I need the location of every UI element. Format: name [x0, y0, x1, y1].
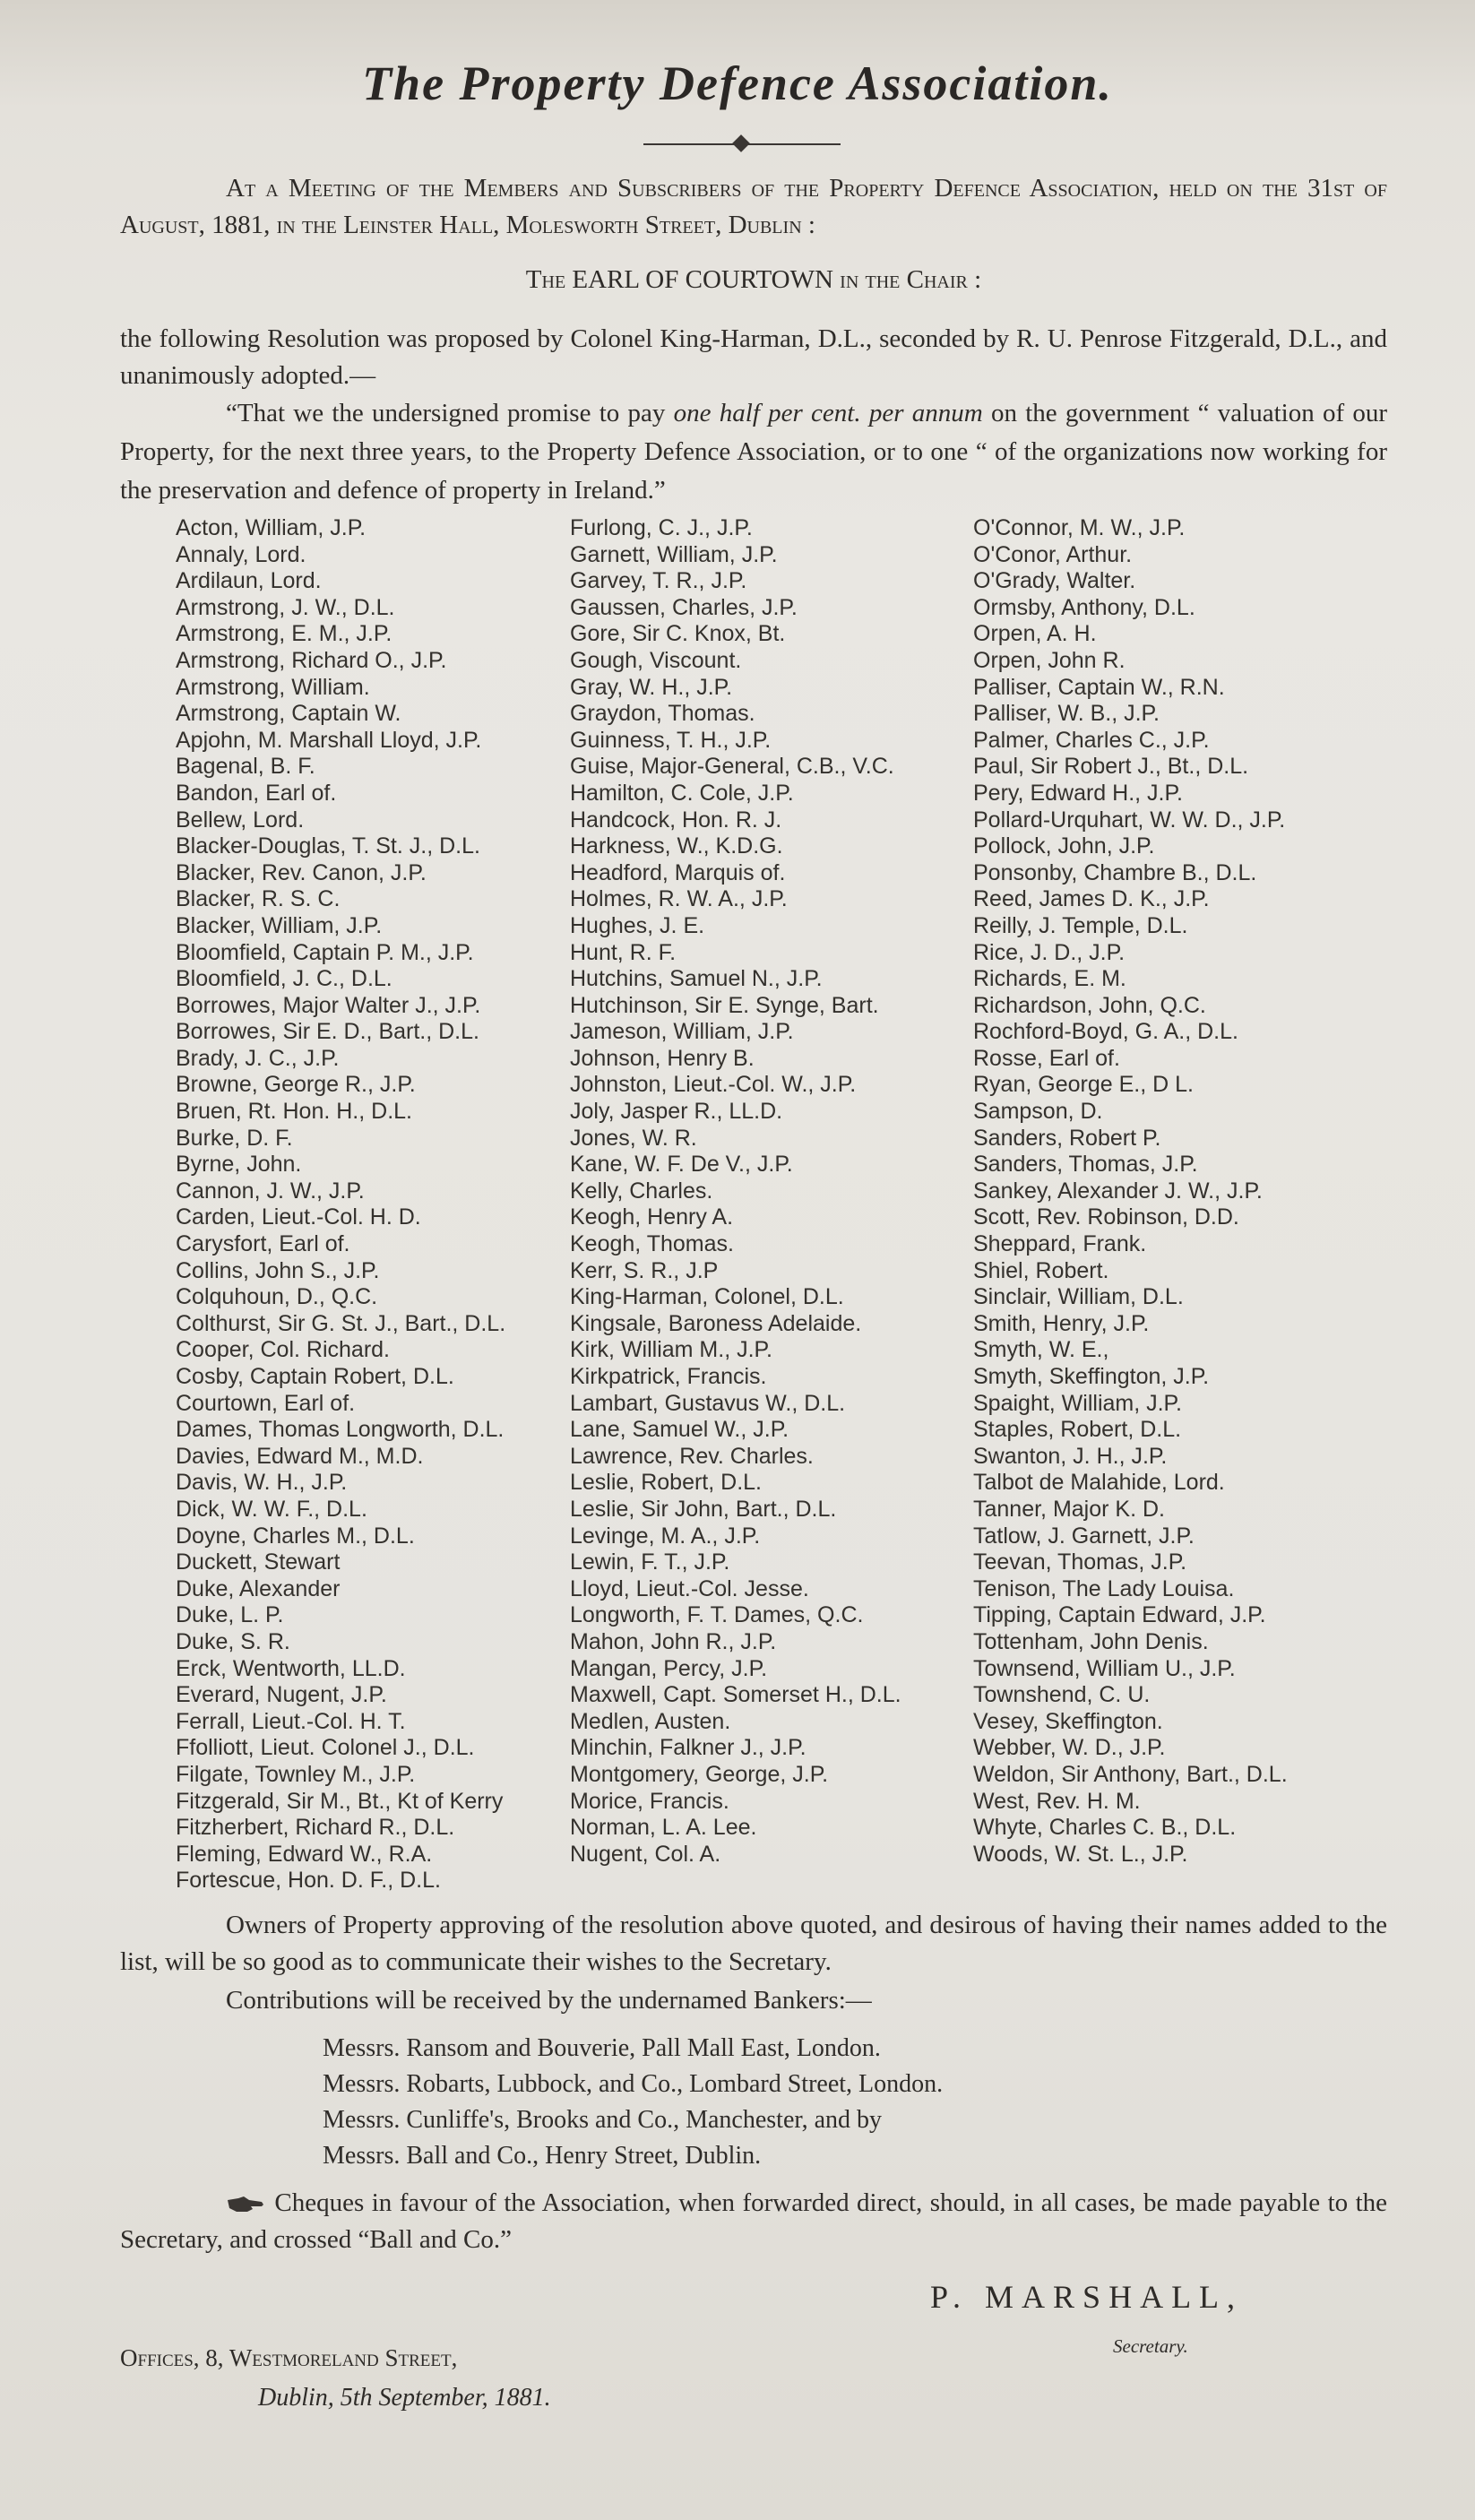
signatory-name: Tatlow, J. Garnett, J.P.: [973, 1523, 1195, 1549]
signatory-name: Blacker, William, J.P.: [176, 912, 383, 938]
signatory-name: Ffolliott, Lieut. Colonel J., D.L.: [176, 1735, 475, 1761]
signatory-name: Bellew, Lord.: [176, 807, 305, 833]
signatory-name: Pollard-Urquhart, W. W. D., J.P.: [973, 807, 1286, 833]
signatory-name: Tanner, Major K. D.: [973, 1496, 1165, 1522]
signatory-name: Bloomfield, J. C., D.L.: [176, 966, 392, 992]
signatory-name: Hutchins, Samuel N., J.P.: [570, 966, 823, 992]
signatory-name: Everard, Nugent, J.P.: [176, 1682, 387, 1708]
signatory-name: Burke, D. F.: [176, 1125, 293, 1151]
signatory-name: King-Harman, Colonel, D.L.: [570, 1284, 844, 1310]
signatory-name: Hughes, J. E.: [570, 912, 705, 938]
signatory-name: Blacker, R. S. C.: [176, 886, 341, 912]
signatories-column-2: [570, 515, 901, 1868]
signatory-name: Holmes, R. W. A., J.P.: [570, 886, 788, 912]
signatory-name: Erck, Wentworth, LL.D.: [176, 1655, 406, 1681]
signatory-name: O'Connor, M. W., J.P.: [973, 515, 1186, 540]
signatory-name: Headford, Marquis of.: [570, 859, 786, 885]
signatory-name: Kirkpatrick, Francis.: [570, 1364, 767, 1389]
signatory-name: Johnston, Lieut.-Col. W., J.P.: [570, 1072, 857, 1098]
signatory-name: Hamilton, C. Cole, J.P.: [570, 780, 794, 806]
signatory-name: Leslie, Sir John, Bart., D.L.: [570, 1496, 837, 1522]
signatory-name: Colthurst, Sir G. St. J., Bart., D.L.: [176, 1310, 506, 1336]
signatory-name: Gaussen, Charles, J.P.: [570, 594, 798, 620]
divider-ornament: [732, 134, 750, 152]
signatory-name: Courtown, Earl of.: [176, 1390, 356, 1416]
signatory-name: Harkness, W., K.D.G.: [570, 833, 783, 859]
signatory-name: Duke, Alexander: [176, 1575, 341, 1601]
signatory-name: Jones, W. R.: [570, 1125, 697, 1151]
signatory-name: Mahon, John R., J.P.: [570, 1628, 777, 1654]
signatory-name: Kirk, William M., J.P.: [570, 1337, 772, 1363]
banker-1: Messrs. Ransom and Bouverie, Pall Mall East, London.: [323, 2034, 881, 2062]
signatory-name: Armstrong, Captain W.: [176, 701, 401, 727]
signatory-name: Ponsonby, Chambre B., D.L.: [973, 859, 1257, 885]
signatory-name: Sankey, Alexander J. W., J.P.: [973, 1178, 1263, 1204]
signatory-name: Smith, Henry, J.P.: [973, 1310, 1150, 1336]
proposal-text: the following Resolution was proposed by Colonel King-Harman, D.L., seconded by R. U. Penrose Fitzgerald, D.L., and unanimously adopted.—: [120, 324, 1387, 390]
cheques-note: [120, 2185, 1387, 2258]
signatory-name: Joly, Jasper R., LL.D.: [570, 1099, 783, 1125]
signatory-name: Sampson, D.: [973, 1099, 1103, 1125]
signatory-name: Sanders, Robert P.: [973, 1125, 1161, 1151]
signatory-name: Bloomfield, Captain P. M., J.P.: [176, 939, 474, 965]
signatory-name: Webber, W. D., J.P.: [973, 1735, 1166, 1761]
signatory-name: Garnett, William, J.P.: [570, 541, 778, 567]
signatory-name: Filgate, Townley M., J.P.: [176, 1761, 416, 1787]
signatory-name: Keogh, Henry A.: [570, 1204, 734, 1230]
signatory-name: Kerr, S. R., J.P: [570, 1257, 719, 1283]
signatory-name: Townshend, C. U.: [973, 1682, 1151, 1708]
cheques-text: Cheques in favour of the Association, when forwarded direct, should, in all cases, be made payable to the Secretary, and crossed “Ball and Co.”: [120, 2188, 1387, 2254]
signatory-name: Furlong, C. J., J.P.: [570, 515, 753, 540]
signatory-name: Reilly, J. Temple, D.L.: [973, 912, 1188, 938]
signatory-name: Byrne, John.: [176, 1152, 302, 1178]
resolution-part-a: “That we the undersigned promise to pay: [226, 399, 674, 427]
signatory-name: Pollock, John, J.P.: [973, 833, 1155, 859]
signatory-name: Guinness, T. H., J.P.: [570, 727, 772, 753]
signatories-column-1: [176, 515, 505, 1894]
signatory-name: Tottenham, John Denis.: [973, 1628, 1209, 1654]
signatory-name: Kelly, Charles.: [570, 1178, 713, 1204]
signatory-name: Jameson, William, J.P.: [570, 1019, 794, 1045]
signatory-name: Scott, Rev. Robinson, D.D.: [973, 1204, 1239, 1230]
signatory-name: Doyne, Charles M., D.L.: [176, 1523, 415, 1549]
signatory-name: Smyth, W. E.,: [973, 1337, 1109, 1363]
signatory-name: Norman, L. A. Lee.: [570, 1815, 757, 1841]
owners-note: Owners of Property approving of the resolution above quoted, and desirous of having their names added to the list, will be so good as to communicate their wishes to the Secretary.: [120, 1911, 1387, 1976]
signatory-name: Johnson, Henry B.: [570, 1045, 755, 1071]
signatory-name: Armstrong, Richard O., J.P.: [176, 647, 447, 673]
signatory-name: Gore, Sir C. Knox, Bt.: [570, 621, 786, 647]
signatory-name: Gray, W. H., J.P.: [570, 674, 733, 700]
signatory-name: Nugent, Col. A.: [570, 1841, 721, 1867]
signatory-name: Handcock, Hon. R. J.: [570, 807, 782, 833]
signatory-name: Townsend, William U., J.P.: [973, 1655, 1236, 1681]
signatory-name: Armstrong, William.: [176, 674, 370, 700]
banker-3: Messrs. Cunliffe's, Brooks and Co., Manchester, and by: [323, 2106, 882, 2134]
signatory-name: Acton, William, J.P.: [176, 515, 367, 540]
signatory-name: Blacker-Douglas, T. St. J., D.L.: [176, 833, 480, 859]
signatory-name: Palliser, W. B., J.P.: [973, 701, 1160, 727]
signatory-name: Brady, J. C., J.P.: [176, 1045, 340, 1071]
banker-2: Messrs. Robarts, Lubbock, and Co., Lombard Street, London.: [323, 2070, 944, 2098]
signatory-name: Fitzherbert, Richard R., D.L.: [176, 1815, 455, 1841]
signatory-name: Vesey, Skeffington.: [973, 1708, 1163, 1734]
signatory-name: Apjohn, M. Marshall Lloyd, J.P.: [176, 727, 482, 753]
signatory-name: Blacker, Rev. Canon, J.P.: [176, 859, 427, 885]
signatory-name: Duke, S. R.: [176, 1628, 290, 1654]
signatory-name: Smyth, Skeffington, J.P.: [973, 1364, 1210, 1389]
signatory-name: Guise, Major-General, C.B., V.C.: [570, 754, 894, 780]
signatory-name: Davies, Edward M., M.D.: [176, 1443, 424, 1469]
signatory-name: Morice, Francis.: [570, 1788, 729, 1814]
signatory-name: Ferrall, Lieut.-Col. H. T.: [176, 1708, 406, 1734]
signatory-name: Swanton, J. H., J.P.: [973, 1443, 1168, 1469]
signatory-name: Ormsby, Anthony, D.L.: [973, 594, 1195, 620]
signatory-name: Pery, Edward H., J.P.: [973, 780, 1183, 806]
signatory-name: Annaly, Lord.: [176, 541, 306, 567]
signatory-name: Duke, L. P.: [176, 1602, 284, 1628]
signatory-name: Browne, George R., J.P.: [176, 1072, 416, 1098]
signatory-name: Ardilaun, Lord.: [176, 568, 322, 594]
signatory-name: Davis, W. H., J.P.: [176, 1470, 348, 1496]
signatory-name: Minchin, Falkner J., J.P.: [570, 1735, 807, 1761]
document-title: The Property Defence Association.: [362, 56, 1113, 110]
signatory-name: Lawrence, Rev. Charles.: [570, 1443, 814, 1469]
signatory-name: Dick, W. W. F., D.L.: [176, 1496, 367, 1522]
signatory-name: Lambart, Gustavus W., D.L.: [570, 1390, 846, 1416]
signatory-name: Rochford-Boyd, G. A., D.L.: [973, 1019, 1238, 1045]
signatory-name: Armstrong, J. W., D.L.: [176, 594, 395, 620]
signatory-name: Sheppard, Frank.: [973, 1231, 1147, 1257]
signatory-name: Leslie, Robert, D.L.: [570, 1470, 762, 1496]
signatory-name: Tenison, The Lady Louisa.: [973, 1575, 1235, 1601]
signatory-name: Cosby, Captain Robert, D.L.: [176, 1364, 454, 1389]
secretary-title: Secretary.: [1113, 2335, 1188, 2357]
signatory-name: Fitzgerald, Sir M., Bt., Kt of Kerry: [176, 1788, 504, 1814]
signatory-name: Staples, Robert, D.L.: [973, 1417, 1182, 1443]
resolution-text: [120, 394, 1387, 510]
signatory-name: Kingsale, Baroness Adelaide.: [570, 1310, 862, 1336]
signatory-name: Armstrong, E. M., J.P.: [176, 621, 392, 647]
document-date: Dublin, 5th September, 1881.: [258, 2384, 551, 2412]
signatory-name: Woods, W. St. L., J.P.: [973, 1841, 1188, 1867]
signatory-name: Cooper, Col. Richard.: [176, 1337, 391, 1363]
signatory-name: Longworth, F. T. Dames, Q.C.: [570, 1602, 864, 1628]
signatory-name: Rice, J. D., J.P.: [973, 939, 1126, 965]
chair-line: The EARL OF COURTOWN in the Chair :: [525, 265, 982, 294]
banker-4: Messrs. Ball and Co., Henry Street, Dublin.: [323, 2142, 762, 2170]
signatory-name: Graydon, Thomas.: [570, 701, 755, 727]
signatory-name: Paul, Sir Robert J., Bt., D.L.: [973, 754, 1249, 780]
signatory-name: Sinclair, William, D.L.: [973, 1284, 1184, 1310]
signatory-name: Ryan, George E., D L.: [973, 1072, 1194, 1098]
signatory-name: Medlen, Austen.: [570, 1708, 731, 1734]
signatory-name: Palliser, Captain W., R.N.: [973, 674, 1225, 700]
signatory-name: Richardson, John, Q.C.: [973, 992, 1206, 1018]
resolution-emphasis: one half per cent. per annum: [673, 399, 983, 427]
signatory-name: Orpen, A. H.: [973, 621, 1097, 647]
signatory-name: Bagenal, B. F.: [176, 754, 315, 780]
signatory-name: Talbot de Malahide, Lord.: [973, 1470, 1225, 1496]
secretary-signature: P. MARSHALL,: [930, 2279, 1244, 2315]
signatory-name: O'Conor, Arthur.: [973, 541, 1133, 567]
signatory-name: Reed, James D. K., J.P.: [973, 886, 1210, 912]
signatory-name: Bruen, Rt. Hon. H., D.L.: [176, 1099, 412, 1125]
signatory-name: Colquhoun, D., Q.C.: [176, 1284, 378, 1310]
signatory-name: Shiel, Robert.: [973, 1257, 1109, 1283]
signatory-name: West, Rev. H. M.: [973, 1788, 1141, 1814]
offices-address: Offices, 8, Westmoreland Street,: [120, 2344, 458, 2371]
signatory-name: Whyte, Charles C. B., D.L.: [973, 1815, 1237, 1841]
signatory-name: Lewin, F. T., J.P.: [570, 1549, 730, 1575]
signatory-name: Lloyd, Lieut.-Col. Jesse.: [570, 1575, 809, 1601]
signatory-name: Richards, E. M.: [973, 966, 1126, 992]
contributions-note: Contributions will be received by the undernamed Bankers:—: [226, 1986, 872, 2015]
signatory-name: Garvey, T. R., J.P.: [570, 568, 747, 594]
signatory-name: Keogh, Thomas.: [570, 1231, 734, 1257]
signatory-name: Collins, John S., J.P.: [176, 1257, 380, 1283]
signatory-name: Fleming, Edward W., R.A.: [176, 1841, 433, 1867]
signatory-name: O'Grady, Walter.: [973, 568, 1136, 594]
signatory-name: Borrowes, Sir E. D., Bart., D.L.: [176, 1019, 479, 1045]
signatory-name: Teevan, Thomas, J.P.: [973, 1549, 1187, 1575]
resolution-part-b: on the government “ valuation of our Property, for the next three years, to the Property Defence Association, or to one “ of the organizations now working for the preservation and defence of property in Ireland.”: [120, 399, 1388, 505]
signatory-name: Montgomery, George, J.P.: [570, 1761, 829, 1787]
signatory-name: Hunt, R. F.: [570, 939, 677, 965]
signatories-column-3: [973, 515, 1288, 1868]
signatory-name: Palmer, Charles C., J.P.: [973, 727, 1210, 753]
signatory-name: Hutchinson, Sir E. Synge, Bart.: [570, 992, 879, 1018]
signatory-name: Carysfort, Earl of.: [176, 1231, 350, 1257]
pointing-hand-icon: [226, 2195, 267, 2214]
signatory-name: Orpen, John R.: [973, 647, 1126, 673]
signatory-name: Tipping, Captain Edward, J.P.: [973, 1602, 1266, 1628]
signatory-name: Bandon, Earl of.: [176, 780, 337, 806]
signatory-name: Duckett, Stewart: [176, 1549, 341, 1575]
signatory-name: Levinge, M. A., J.P.: [570, 1523, 761, 1549]
signatory-name: Sanders, Thomas, J.P.: [973, 1152, 1198, 1178]
signatory-name: Fortescue, Hon. D. F., D.L.: [176, 1868, 441, 1894]
signatory-name: Kane, W. F. De V., J.P.: [570, 1152, 793, 1178]
signatory-name: Weldon, Sir Anthony, Bart., D.L.: [973, 1761, 1288, 1787]
signatory-name: Carden, Lieut.-Col. H. D.: [176, 1204, 421, 1230]
signatory-name: Lane, Samuel W., J.P.: [570, 1417, 789, 1443]
signatory-name: Gough, Viscount.: [570, 647, 742, 673]
signatory-name: Borrowes, Major Walter J., J.P.: [176, 992, 481, 1018]
signatory-name: Spaight, William, J.P.: [973, 1390, 1182, 1416]
signatory-name: Dames, Thomas Longworth, D.L.: [176, 1417, 505, 1443]
signatory-name: Maxwell, Capt. Somerset H., D.L.: [570, 1682, 901, 1708]
signatory-name: Rosse, Earl of.: [973, 1045, 1120, 1071]
meeting-intro: At a Meeting of the Members and Subscribers of the Property Defence Association, held on the 31st of August, 1881, in the Leinster Hall, Molesworth Street, Dublin :: [120, 174, 1387, 239]
signatory-name: Mangan, Percy, J.P.: [570, 1655, 768, 1681]
signatory-name: Cannon, J. W., J.P.: [176, 1178, 365, 1204]
